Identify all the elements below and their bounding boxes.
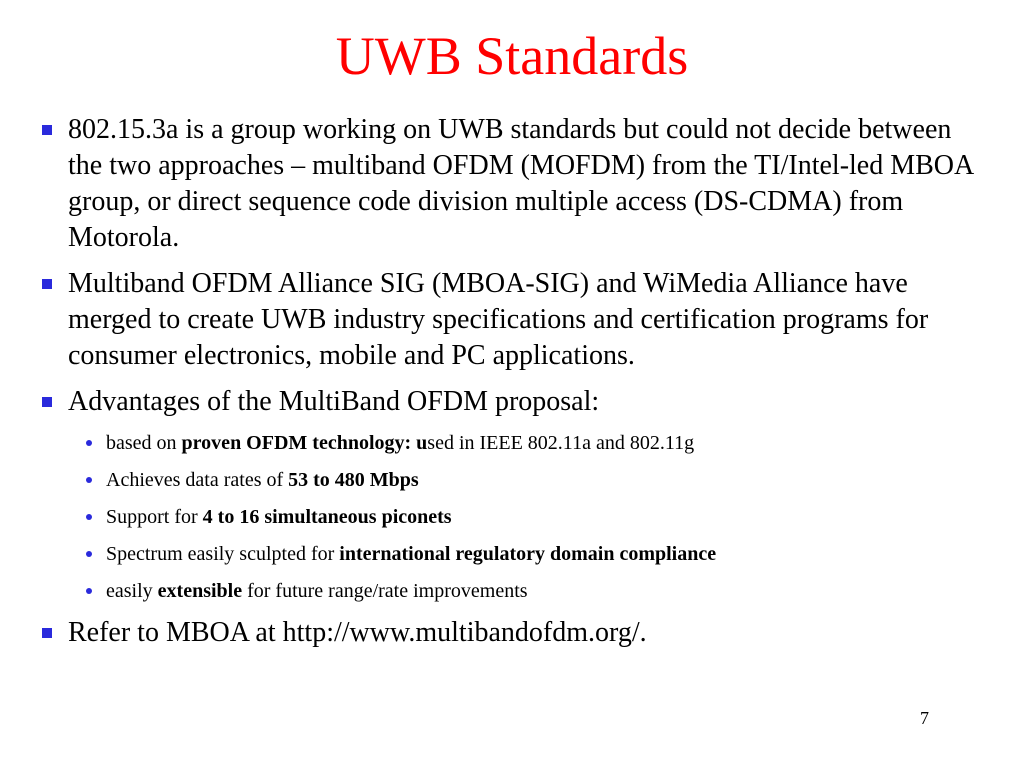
sub-bullet-text-bold: 4 to 16 simultaneous piconets: [202, 506, 452, 528]
sub-bullet-text-bold: extensible: [157, 580, 243, 602]
sub-bullet-item: [40, 430, 990, 456]
sub-bullet-text-pre: easily: [106, 580, 158, 602]
bullet-text: Advantages of the MultiBand OFDM proposal:: [68, 386, 600, 417]
square-bullet-icon: [42, 628, 52, 638]
slide-title: UWB Standards: [335, 26, 689, 86]
round-bullet-icon: [86, 514, 92, 520]
square-bullet-icon: [42, 279, 52, 289]
round-bullet-icon: [86, 440, 92, 446]
bullet-text: Refer to MBOA at http://www.multibandofdm.org/.: [68, 617, 647, 648]
sub-bullet-text-post: for future range/rate improvements: [242, 580, 528, 602]
bullet-text: Multiband OFDM Alliance SIG (MBOA-SIG) and WiMedia Alliance have merged to create UWB industry specifications and certification programs for consumer electronics, mobile and PC applications.: [68, 268, 929, 371]
sub-bullet-text-bold: 53 to 480 Mbps: [288, 469, 419, 491]
sub-bullet-text-post: sed in IEEE 802.11a and 802.11g: [427, 432, 695, 454]
sub-bullet-item: [40, 467, 990, 493]
round-bullet-icon: [86, 551, 92, 557]
sub-bullet-item: [40, 578, 990, 604]
sub-bullet-text-bold: proven OFDM technology: u: [181, 432, 428, 454]
bullet-text: 802.15.3a is a group working on UWB standards but could not decide between the two approaches – multiband OFDM (MOFDM) from the TI/Intel-led MBOA group, or direct sequence code division multiple access (DS-CDMA) from Motorola.: [68, 114, 973, 253]
sub-bullet-text-pre: Achieves data rates of: [106, 469, 289, 491]
bullet-item: [40, 112, 990, 256]
square-bullet-icon: [42, 397, 52, 407]
bullet-list: [40, 112, 990, 661]
round-bullet-icon: [86, 477, 92, 483]
sub-bullet-text-pre: based on: [106, 432, 182, 454]
page-number: 7: [920, 708, 929, 728]
bullet-item: [40, 615, 990, 651]
sub-bullet-item: [40, 541, 990, 567]
sub-bullet-text-pre: Spectrum easily sculpted for: [106, 543, 340, 565]
sub-bullet-item: [40, 504, 990, 530]
sub-bullet-text-bold: international regulatory domain compliance: [339, 543, 717, 565]
bullet-item: [40, 266, 990, 374]
round-bullet-icon: [86, 588, 92, 594]
bullet-item: [40, 384, 990, 420]
sub-bullet-list: [40, 430, 990, 604]
sub-bullet-text-pre: Support for: [106, 506, 203, 528]
square-bullet-icon: [42, 125, 52, 135]
